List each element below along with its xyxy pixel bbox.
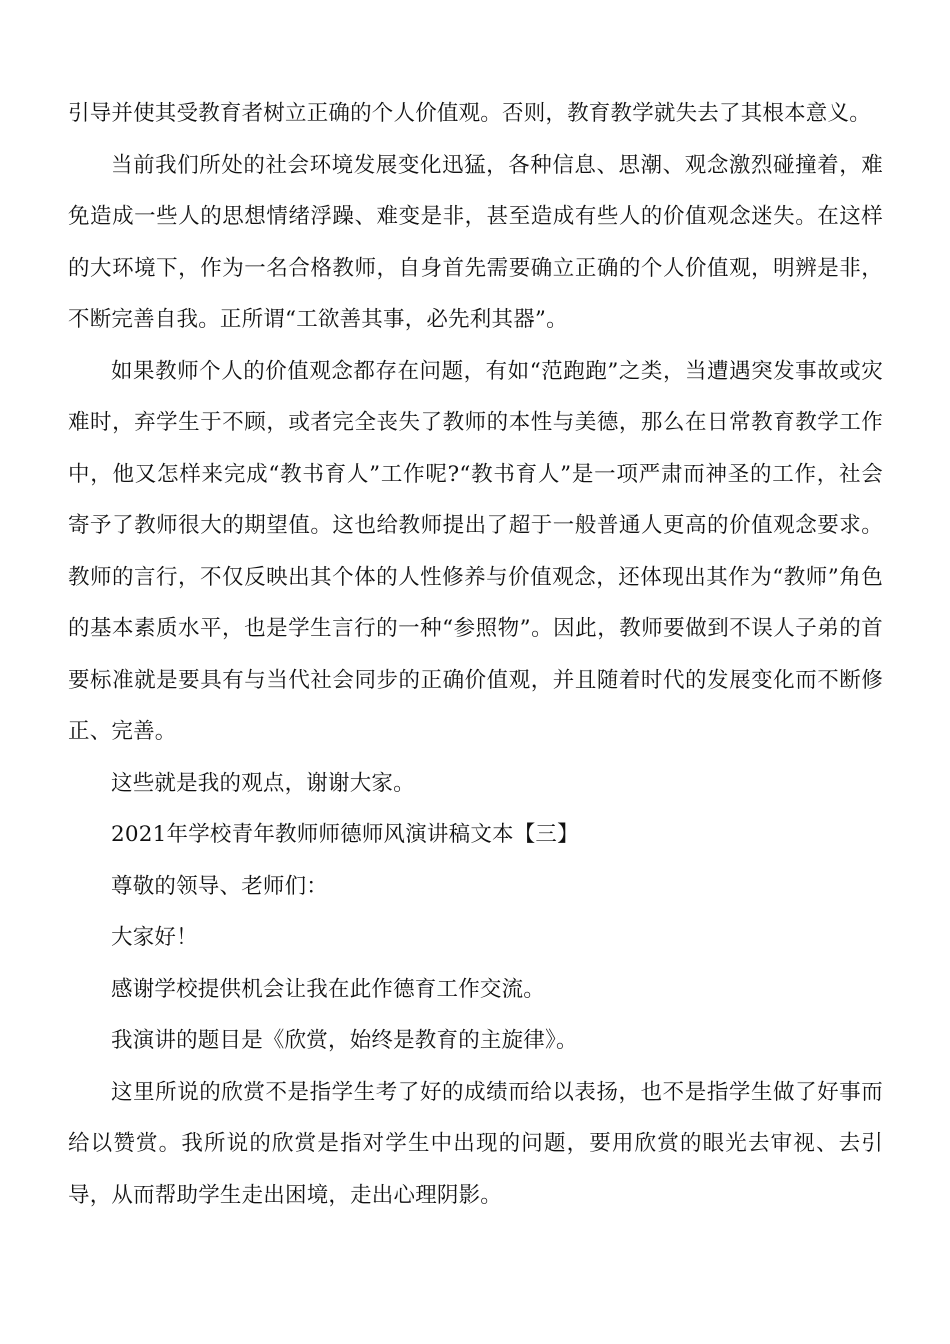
paragraph-4: 这些就是我的观点，谢谢大家。 [111, 770, 415, 796]
paragraph-2: 当前我们所处的社会环境发展变化迅猛，各种信息、思潮、观念激烈碰撞着，难免造成一些人的思想情绪浮躁、难变是非，甚至造成有些人的价值观念迷失。在这样的大环境下，作为一名合格教师，自身首先需要确立正确的个人价值观，明辨是非，不断完善自我。正所谓“工欲善其事，必先利其器”。 [68, 152, 883, 332]
paragraph-explanation: 这里所说的欣赏不是指学生考了好的成绩而给以表扬，也不是指学生做了好事而给以赞赏。我所说的欣赏是指对学生中出现的问题，要用欣赏的眼光去审视、去引导，从而帮助学生走出困境，走出心理阴影。 [68, 1079, 883, 1208]
paragraph-thanks: 感谢学校提供机会让我在此作德育工作交流。 [111, 976, 546, 1002]
document-page [68, 88, 883, 1221]
paragraph-3: 如果教师个人的价值观念都存在问题，有如“范跑跑”之类，当遭遇突发事故或灾难时，弃学生于不顾，或者完全丧失了教师的本性与美德，那么在日常教育教学工作中，他又怎样来完成“教书育人”工作呢?“教书育人”是一项严肃而神圣的工作，社会寄予了教师很大的期望值。这也给教师提出了超于一般普通人更高的价值观念要求。教师的言行，不仅反映出其个体的人性修养与价值观念，还体现出其作为“教师”角色的基本素质水平，也是学生言行的一种“参照物”。因此，教师要做到不误人子弟的首要标准就是要具有与当代社会同步的正确价值观，并且随着时代的发展变化而不断修正、完善。 [68, 358, 883, 744]
section-title: 2021年学校青年教师师德师风演讲稿文本【三】 [111, 822, 579, 847]
paragraph-topic: 我演讲的题目是《欣赏，始终是教育的主旋律》。 [111, 1028, 578, 1053]
salutation: 尊敬的领导、老师们： [111, 873, 329, 899]
paragraph-1: 引导并使其受教育者树立正确的个人价值观。否则，教育教学就失去了其根本意义。 [68, 101, 871, 126]
greeting: 大家好！ [111, 925, 198, 950]
